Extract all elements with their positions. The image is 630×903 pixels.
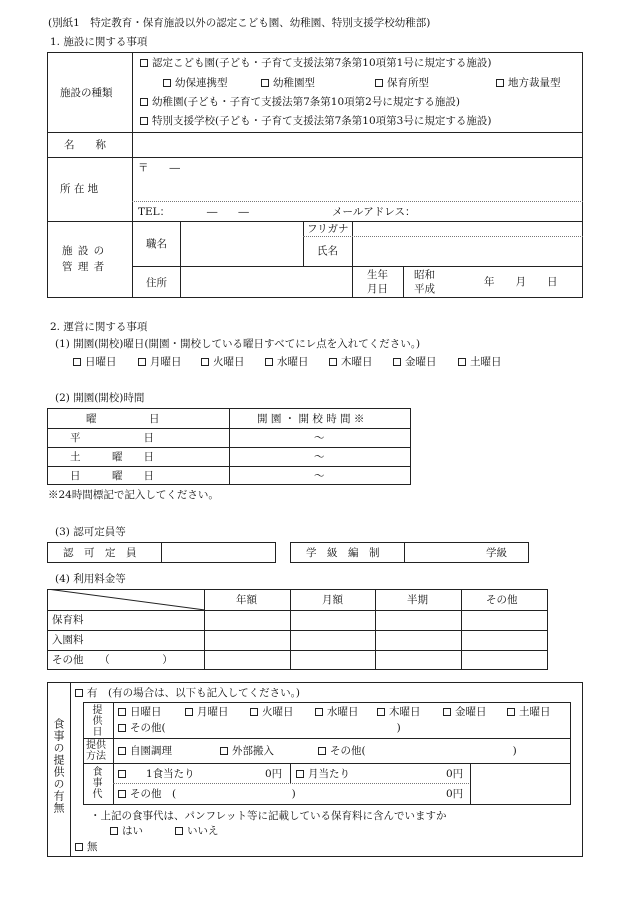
- fee-col-other: その他: [486, 594, 518, 606]
- birth-label-2: 月日: [367, 283, 388, 295]
- checkbox-meal-thursday[interactable]: [377, 708, 385, 716]
- facility-type-label: 施設の種類: [60, 87, 113, 99]
- day-label: 月曜日: [150, 356, 182, 368]
- capacity-field[interactable]: [163, 544, 274, 562]
- method-label: 外部搬入: [232, 745, 274, 757]
- address-label: 所 在 地: [60, 183, 99, 195]
- fee-table-diagonal: [47, 589, 205, 610]
- hours-row-time: ～: [314, 470, 325, 482]
- day-label: 水曜日: [277, 356, 309, 368]
- hours-row-time: ～: [314, 451, 325, 463]
- checkbox-youchien-type[interactable]: [261, 79, 269, 87]
- checkbox-iie[interactable]: [175, 827, 183, 835]
- fee-row-label: 入園料: [52, 634, 84, 646]
- teikyobi-label: 提供日: [90, 704, 101, 737]
- checkbox-meal-wednesday[interactable]: [315, 708, 323, 716]
- hoho-label-1: 提供: [86, 740, 106, 751]
- tel-label: TEL： ― ―: [138, 206, 249, 218]
- per-month-value: 0円: [446, 768, 464, 780]
- iie-label: いいえ: [187, 825, 219, 837]
- birth-date-ymd: 年 月 日: [484, 276, 558, 288]
- hours-row-time: ～: [314, 432, 325, 444]
- name-field[interactable]: [134, 134, 581, 156]
- birth-label-1: 生年: [367, 269, 388, 281]
- per-meal-label: 1食当たり: [146, 768, 195, 780]
- checkbox-sunday[interactable]: [73, 358, 81, 366]
- checkbox-meal-sunday[interactable]: [118, 708, 126, 716]
- manager-label-line2: 管 理 者: [62, 261, 106, 273]
- checkbox-thursday[interactable]: [329, 358, 337, 366]
- checkbox-meal-monday[interactable]: [185, 708, 193, 716]
- checkbox-saturday[interactable]: [458, 358, 466, 366]
- checkbox-method-other[interactable]: [318, 747, 326, 755]
- meal-day-label: 水曜日: [327, 706, 359, 718]
- checkbox-youho[interactable]: [163, 79, 171, 87]
- meal-no-label: 無: [87, 841, 98, 853]
- document-title: (別紙1 特定教育・保育施設以外の認定こども園、幼稚園、特別支援学校幼稚部): [48, 17, 431, 29]
- fee-row-label: その他 （ ）: [52, 654, 173, 666]
- hours-row-day: 日 曜 日: [70, 470, 154, 482]
- capacity-label: 認 可 定 員: [63, 547, 137, 559]
- checkbox-fee-other[interactable]: [118, 790, 126, 798]
- job-title-label: 職名: [146, 238, 167, 250]
- checkbox-hoikusho-type[interactable]: [375, 79, 383, 87]
- checkbox-meal-friday[interactable]: [443, 708, 451, 716]
- checkbox-meal-saturday[interactable]: [507, 708, 515, 716]
- checkbox-nintei[interactable]: [140, 59, 148, 67]
- meal-day-label: 木曜日: [389, 706, 421, 718]
- checkbox-jien[interactable]: [118, 747, 126, 755]
- hours-header-day: 曜 日: [86, 413, 160, 425]
- method-label: その他( ): [330, 745, 517, 757]
- sub-type-label: 保育所型: [387, 77, 429, 89]
- checkbox-youchien[interactable]: [140, 98, 148, 106]
- meal-provision-label: 食事の提供の有無: [52, 718, 65, 814]
- youchien-label: 幼稚園(子ども・子育て支援法第7条第10項第2号に規定する施設): [152, 96, 460, 108]
- fee-other-value: 0円: [446, 788, 464, 800]
- meal-day-label: 火曜日: [262, 706, 294, 718]
- q3-capacity: (3) 認可定員等: [55, 526, 126, 538]
- day-label: 日曜日: [85, 356, 117, 368]
- fee-col-half: 半期: [407, 594, 428, 606]
- fee-col-monthly: 月額: [322, 594, 343, 606]
- manager-label-line1: 施 設 の: [62, 245, 106, 257]
- checkbox-gaibu[interactable]: [220, 747, 228, 755]
- meal-day-label: 土曜日: [519, 706, 551, 718]
- fee-row-label: 保育料: [52, 614, 84, 626]
- hours-header-time: 開 園 ・ 開 校 時 間 ※: [257, 413, 365, 425]
- postal-code: 〒 ―: [138, 162, 180, 174]
- day-label: 火曜日: [213, 356, 245, 368]
- sub-type-label: 地方裁量型: [508, 77, 561, 89]
- section1-heading: 1. 施設に関する事項: [50, 36, 148, 48]
- fee-other-label: その他 ( ): [130, 788, 296, 800]
- checkbox-meal-other-day[interactable]: [118, 724, 126, 732]
- meal-included-question: ・上記の食事代は、パンフレット等に記載している保育料に含んでいますか: [90, 810, 447, 822]
- facility-table: [47, 52, 583, 298]
- hours-row-day: 土 曜 日: [70, 451, 154, 463]
- q4-fees: (4) 利用料金等: [55, 573, 126, 585]
- q2-hours: (2) 開園(開校)時間: [55, 392, 145, 404]
- meal-other-day-label: その他( ): [130, 722, 401, 734]
- email-label: メールアドレス：: [332, 206, 416, 218]
- meal-day-label: 金曜日: [455, 706, 487, 718]
- residence-label: 住所: [146, 277, 167, 289]
- meal-day-label: 日曜日: [130, 706, 162, 718]
- checkbox-tokubetsu[interactable]: [140, 117, 148, 125]
- checkbox-wednesday[interactable]: [265, 358, 273, 366]
- furigana-label: フリガナ: [307, 223, 349, 235]
- day-label: 木曜日: [341, 356, 373, 368]
- hours-row-day: 平 日: [70, 432, 154, 444]
- note-24h: ※24時間標記で記入してください。: [48, 489, 219, 501]
- sub-type-label: 幼保連携型: [175, 77, 228, 89]
- fee-col-annual: 年額: [236, 594, 257, 606]
- shokujidai-label: 食事代: [90, 766, 101, 799]
- per-month-label: 月当たり: [308, 768, 350, 780]
- day-label: 金曜日: [405, 356, 437, 368]
- tokubetsu-label: 特別支援学校(子ども・子育て支援法第7条第10項第3号に規定する施設): [152, 115, 492, 127]
- nintei-label: 認定こども園(子ども・子育て支援法第7条第10項第1号に規定する施設): [152, 57, 492, 69]
- checkbox-hai[interactable]: [110, 827, 118, 835]
- checkbox-chiho-type[interactable]: [496, 79, 504, 87]
- method-label: 自園調理: [130, 745, 172, 757]
- name-label: 名 称: [64, 139, 106, 151]
- q1-open-days: (1) 開園(開校)曜日(開園・開校している曜日すべてにレ点を入れてください。): [55, 338, 421, 350]
- sub-type-label: 幼稚園型: [273, 77, 315, 89]
- meal-day-label: 月曜日: [197, 706, 229, 718]
- checkbox-meal-tuesday[interactable]: [250, 708, 258, 716]
- class-label: 学 級 編 制: [306, 547, 380, 559]
- checkbox-meal-yes[interactable]: [75, 689, 83, 697]
- section2-heading: 2. 運営に関する事項: [50, 321, 148, 333]
- full-name-label: 氏名: [317, 245, 338, 257]
- checkbox-monday[interactable]: [138, 358, 146, 366]
- checkbox-tuesday[interactable]: [201, 358, 209, 366]
- checkbox-meal-no[interactable]: [75, 843, 83, 851]
- checkbox-per-meal[interactable]: [118, 770, 126, 778]
- checkbox-per-month[interactable]: [296, 770, 304, 778]
- era-heisei: 平成: [414, 283, 435, 295]
- meal-yes-label: 有 (有の場合は、以下も記入してください。): [87, 687, 300, 699]
- hai-label: はい: [122, 825, 143, 837]
- class-unit: 学級: [486, 547, 507, 559]
- per-meal-value: 0円: [265, 768, 283, 780]
- checkbox-friday[interactable]: [393, 358, 401, 366]
- hoho-label-2: 方法: [86, 751, 106, 762]
- day-label: 土曜日: [470, 356, 502, 368]
- era-showa: 昭和: [414, 269, 435, 281]
